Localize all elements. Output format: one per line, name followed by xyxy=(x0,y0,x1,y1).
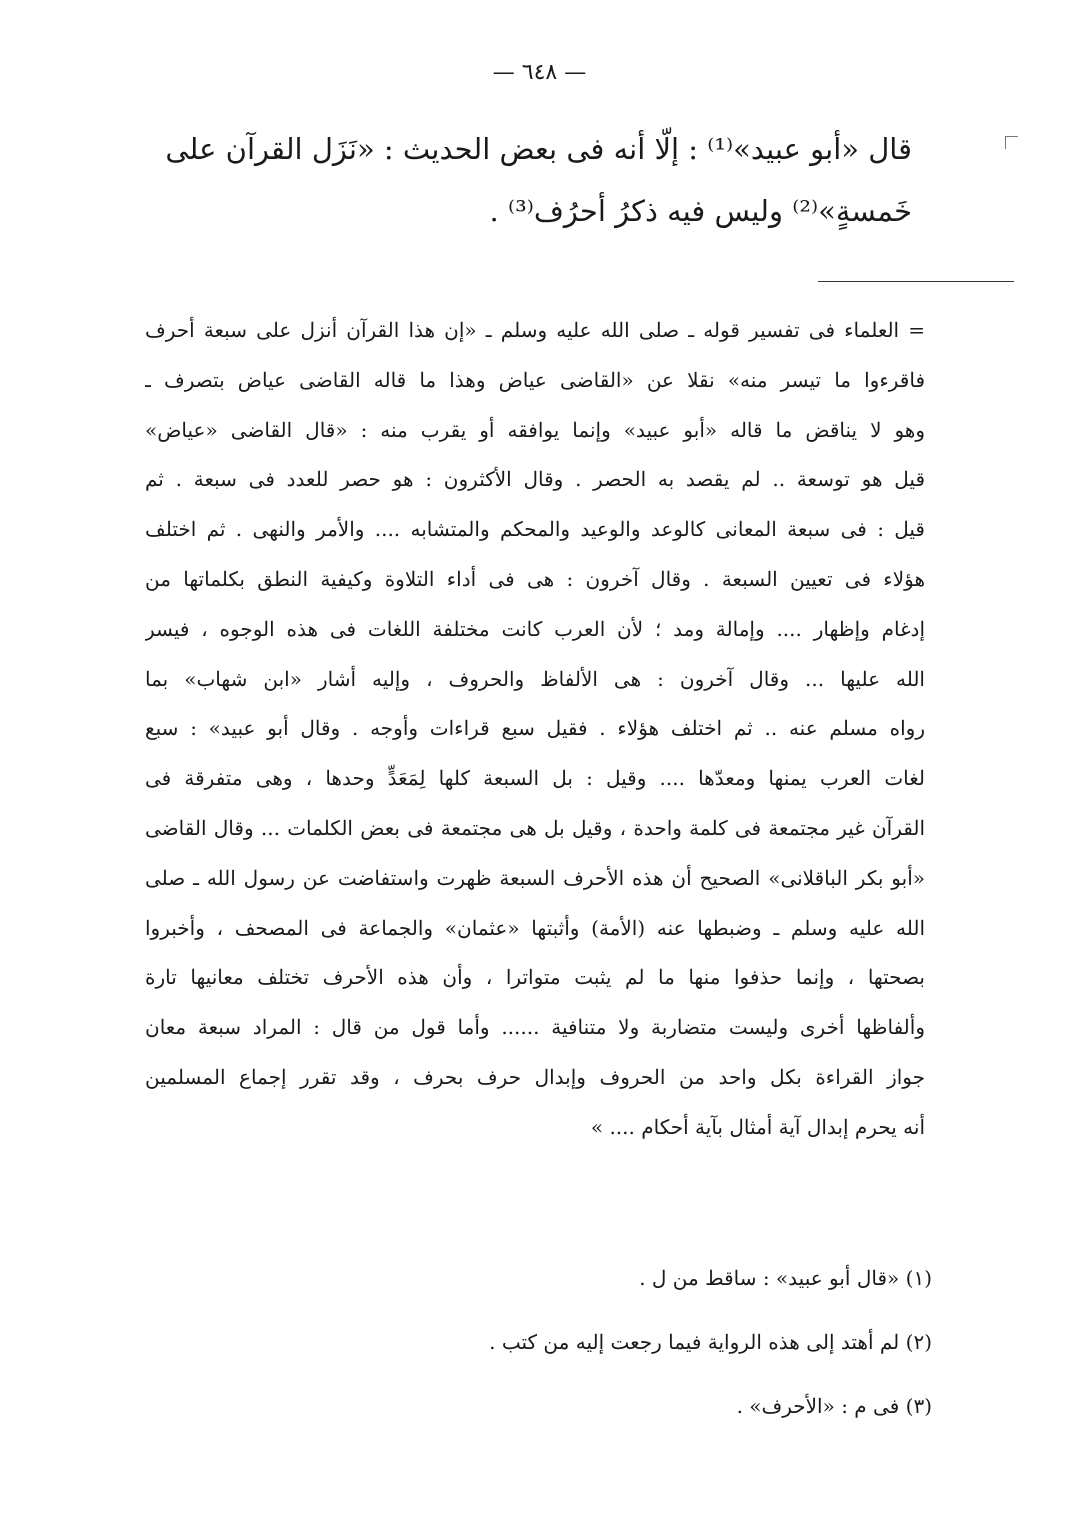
page-number: — ٦٤٨ — xyxy=(492,60,587,85)
footnote-line: هؤلاء فى تعيين السبعة . وقال آخرون : هى فى أداء التلاوة وكيفية النطق بكلماتها من xyxy=(145,566,925,591)
footnote-line: إدغام وإظهار .... وإمالة ومد ؛ لأن العرب كانت مختلفة اللغات فى هذه الوجوه ، فيسر xyxy=(145,616,925,641)
footnote-line: جواز القراءة بكل واحد من الحروف وإبدال حرف بحرف ، وقد تقرر إجماع المسلمين xyxy=(145,1064,925,1089)
footnote-line: وهو لا يناقض ما قاله «أبو عبيد» وإنما يوافقه أو يقرب منه : «قال القاضى «عياض» xyxy=(145,417,925,442)
footnote-line: الله عليها ... وقال آخرون : هى الألفاظ والحروف ، وإليه أشار «ابن شهاب» بما xyxy=(145,666,925,691)
main-text-line: خَمسةٍ»⁽²⁾ وليس فيه ذكرُ أحرُف⁽³⁾ . xyxy=(489,194,912,228)
footnote-3: (٣) فى م : «الأحرف» . xyxy=(736,1394,932,1418)
footnote-line: القرآن غير مجتمعة فى كلمة واحدة ، وقيل بل هى مجتمعة فى بعض الكلمات ... وقال القاضى xyxy=(145,815,925,840)
footnote-2: (٢) لم أهتد إلى هذه الرواية فيما رجعت إليه من كتب . xyxy=(489,1330,932,1354)
footnote-line: قيل : فى سبعة المعانى كالوعد والوعيد والمحكم والمتشابه .... والأمر والنهى . ثم اختلف xyxy=(145,517,925,542)
footnote-line: وألفاظها أخرى وليست متضاربة ولا متنافية ...... وأما قول من قال : المراد سبعة معان xyxy=(145,1015,925,1040)
margin-bracket-mark xyxy=(1005,136,1018,149)
footnote-line: «أبو بكر الباقلانى» الصحيح أن هذه الأحرف السبعة ظهرت واستفاضت عن رسول الله ـ صلى xyxy=(145,865,925,890)
footnote-line: لغات العرب يمنها ومعدّها .... وقيل : بل السبعة كلها لِمَعَدٍّ وحدها ، وهى متفرقة فى xyxy=(145,766,925,791)
footnote-1: (١) «قال أبو عبيد» : ساقط من ل . xyxy=(639,1266,932,1290)
footnote-line: بصحتها ، وإنما حذفوا منها ما لم يثبت متواترا ، وأن هذه الأحرف تختلف معانيها تارة xyxy=(145,965,925,990)
main-text-line: قال «أبو عبيد»⁽¹⁾ : إلّا أنه فى بعض الحديث : «نَزَل القرآن على xyxy=(165,132,912,166)
footnote-line: الله عليه وسلم ـ وضبطها عنه (الأمة) وأثبتها «عثمان» والجماعة فى المصحف ، وأخبروا xyxy=(145,915,925,940)
footnote-line: قيل هو توسعة .. لم يقصد به الحصر . وقال الأكثرون : هو حصر للعدد فى سبعة . ثم xyxy=(145,467,925,492)
footnotes xyxy=(300,1246,932,1438)
footnote-continuation xyxy=(145,306,925,1153)
footnote-line: فاقرءوا ما تيسر منه» نقلا عن «القاضى عياض وهذا ما قاله القاضى عياض بتصرف ـ xyxy=(145,367,925,392)
footnote-line: أنه يحرم إبدال آية أمثال بآية أحكام .... » xyxy=(590,1114,925,1139)
footnote-line: رواه مسلم عنه .. ثم اختلف هؤلاء . فقيل سبع قراءات وأوجه . وقال أبو عبيد» : سبع xyxy=(145,716,925,741)
footnote-line: = العلماء فى تفسير قوله ـ صلى الله عليه وسلم ـ «إن هذا القرآن أنزل على سبعة أحرف xyxy=(145,318,925,342)
footnote-separator-rule xyxy=(818,281,1014,282)
main-text xyxy=(165,118,912,242)
